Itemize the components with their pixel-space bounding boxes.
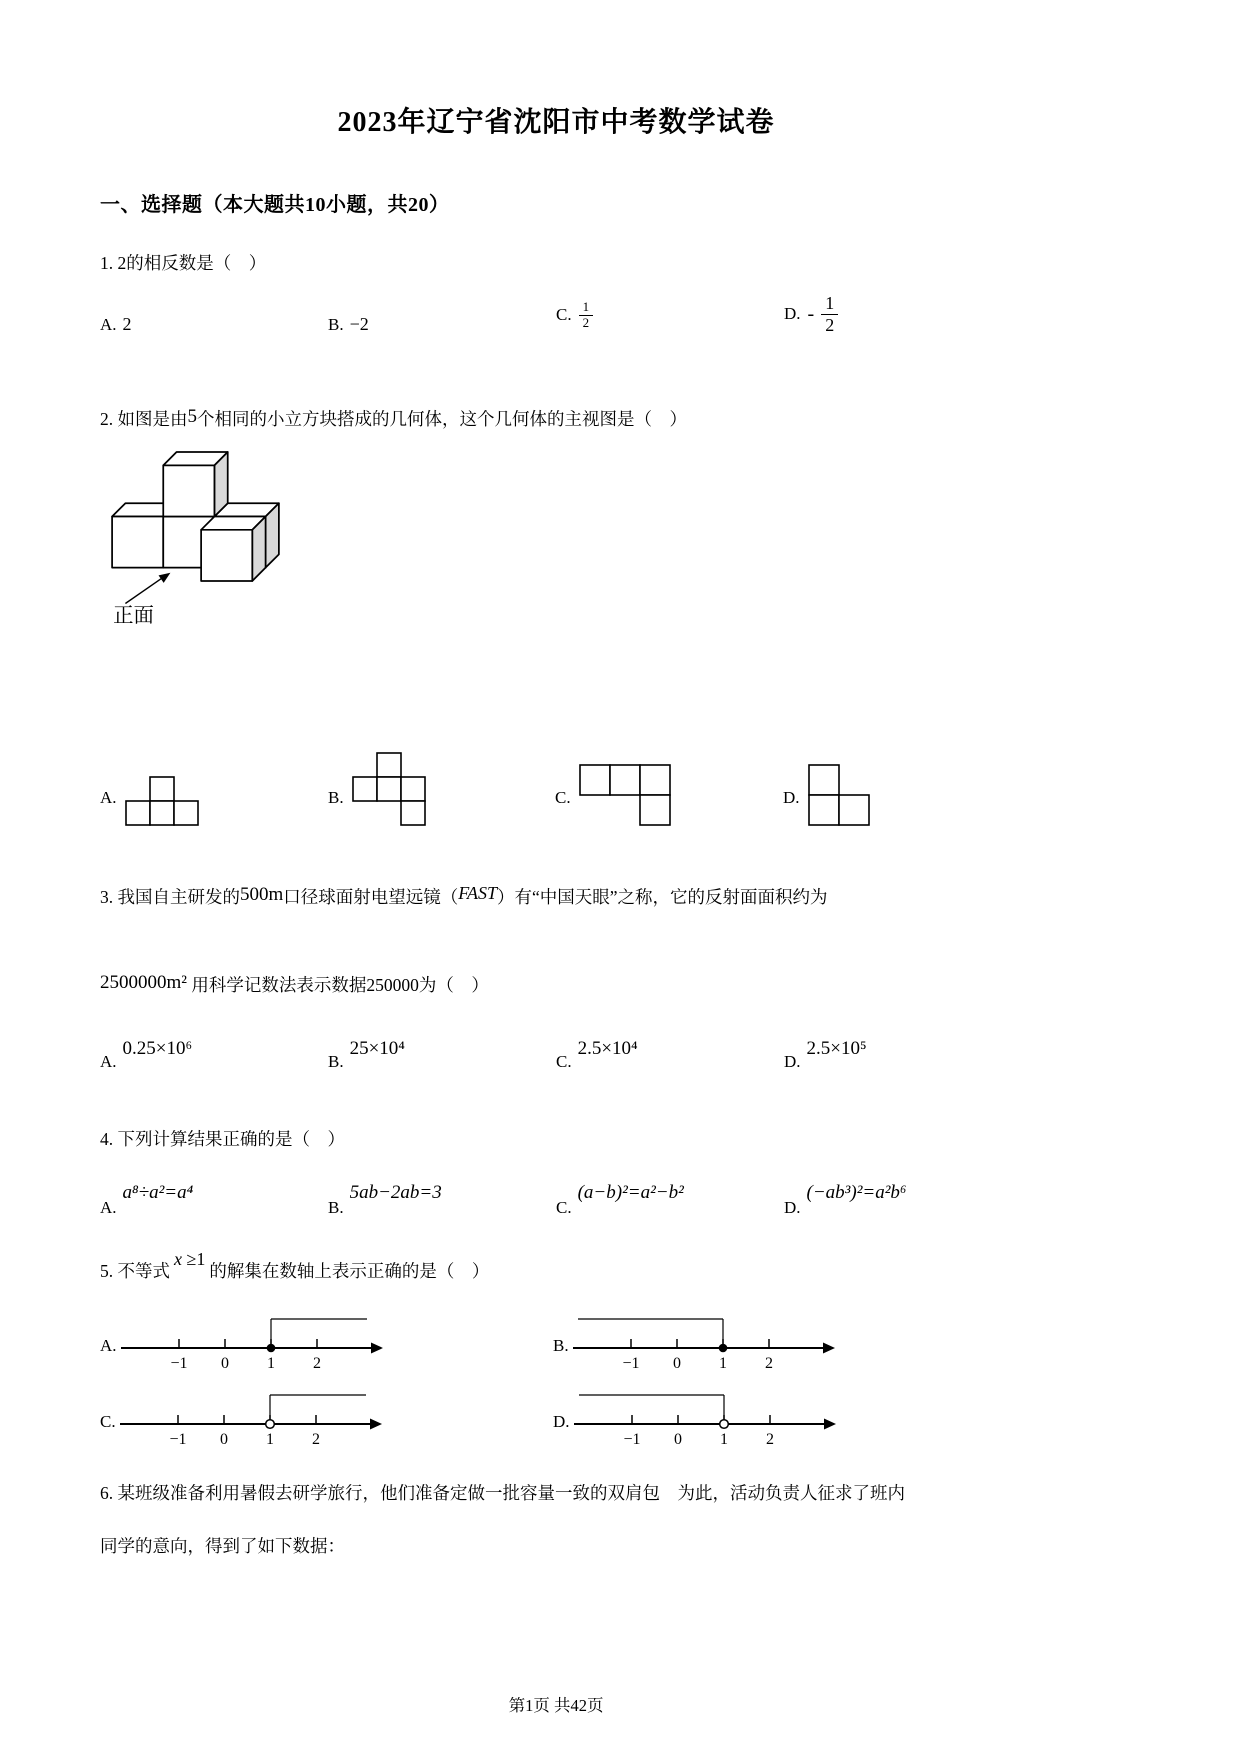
section-header: 一、选择题（本大题共10小题，共20） [100, 194, 450, 216]
q1-stem: 1. 2的相反数是（ ） [100, 253, 267, 273]
q3-stem-b: 口径球面射电望远镜（ [283, 887, 459, 907]
q6-stem-line2: 同学的意向，得到了如下数据： [100, 1536, 345, 1556]
front-arrow-line [125, 578, 162, 604]
q5-stem-b: 的解集在数轴上表示正确的是（ ） [209, 1261, 490, 1281]
option-value: (−ab³)²=a²b⁶ [806, 1182, 907, 1203]
option-label: A. [100, 1198, 117, 1217]
q3-option-b [328, 1038, 405, 1072]
option-value: a⁸÷a²=a⁴ [122, 1182, 194, 1203]
cube-front-face [112, 517, 163, 568]
q1-option-b [328, 314, 369, 335]
option-value: 2.5×10⁵ [806, 1038, 867, 1059]
option-value: 5ab−2ab=3 [349, 1182, 442, 1203]
svg-text:1: 1 [265, 1431, 274, 1448]
q2-option-a [100, 775, 200, 832]
cube-front-face [201, 530, 252, 581]
page-title: 2023年辽宁省沈阳市中考数学试卷 [337, 107, 775, 138]
q5-option-b [553, 1310, 835, 1379]
svg-text:2: 2 [311, 1431, 320, 1448]
q3-option-a [100, 1038, 192, 1072]
svg-text:−1: −1 [623, 1431, 641, 1448]
option-label: C. [556, 1198, 572, 1217]
grid-figure [578, 763, 672, 832]
option-label: D. [553, 1412, 570, 1431]
q4-option-a [100, 1182, 193, 1218]
q2-stem-prefix: 2. 如图是由 [100, 409, 188, 429]
q2-option-c [555, 763, 672, 832]
cube-front-face [163, 465, 214, 516]
option-value: −2 [349, 314, 369, 334]
svg-text:0: 0 [672, 1355, 681, 1372]
q4-option-d [784, 1182, 907, 1218]
variable-x: x [174, 1249, 182, 1269]
q5-option-a [100, 1310, 383, 1379]
svg-text:−1: −1 [170, 1355, 188, 1372]
option-label: B. [328, 315, 344, 334]
option-label: B. [328, 1052, 344, 1071]
q3-stem-d: 用科学记数法表示数据250000为（ ） [191, 975, 489, 995]
q3-option-d [784, 1038, 867, 1072]
q2-stem-suffix: 个相同的小立方块搭成的几何体，这个几何体的主视图是（ ） [197, 409, 687, 429]
option-label: B. [553, 1336, 569, 1355]
svg-text:−1: −1 [622, 1355, 640, 1372]
q1-option-d [784, 286, 838, 342]
option-label: C. [100, 1412, 116, 1431]
option-value: 25×10⁴ [349, 1038, 405, 1059]
q1-option-c [556, 300, 593, 330]
cube-figure [98, 450, 294, 626]
q3-stem-line2 [100, 972, 489, 997]
inequality-rest: ≥1 [182, 1249, 206, 1269]
page-footer: 第1页 共42页 [508, 1696, 604, 1715]
option-label: C. [556, 1052, 572, 1071]
fraction-denominator: 2 [825, 314, 835, 335]
fraction [821, 293, 838, 334]
q3-stem-line1 [100, 884, 828, 909]
q3-500m: 500m [240, 884, 284, 905]
svg-text:1: 1 [266, 1355, 275, 1372]
fraction-numerator: 1 [821, 293, 838, 314]
fraction [579, 300, 594, 330]
q3-stem-a: 3. 我国自主研发的 [100, 887, 240, 907]
q5-option-d [553, 1386, 836, 1455]
svg-text:0: 0 [219, 1431, 228, 1448]
q5-stem [100, 1249, 490, 1283]
option-value: 0.25×10⁶ [122, 1038, 193, 1059]
option-label: D. [783, 788, 800, 807]
fraction-denominator: 2 [582, 314, 590, 330]
q3-option-c [556, 1038, 638, 1072]
option-label: D. [784, 1052, 801, 1071]
svg-text:0: 0 [673, 1431, 682, 1448]
svg-text:−1: −1 [169, 1431, 187, 1448]
q4-stem: 4. 下列计算结果正确的是（ ） [100, 1129, 345, 1149]
svg-text:2: 2 [765, 1431, 774, 1448]
option-value: 2.5×10⁴ [577, 1038, 638, 1059]
svg-text:1: 1 [718, 1355, 727, 1372]
svg-text:1: 1 [719, 1431, 728, 1448]
svg-text:2: 2 [764, 1355, 773, 1372]
option-label: A. [100, 1336, 117, 1355]
q3-area: 2500000m² [100, 972, 187, 993]
q1-option-a [100, 314, 132, 335]
q5-stem-a: 5. 不等式 [100, 1261, 170, 1281]
q2-count: 5 [187, 406, 197, 427]
q5-option-c [100, 1386, 382, 1455]
q2-stem [100, 406, 687, 431]
option-label: D. [784, 1198, 801, 1217]
number-line [574, 1386, 836, 1455]
fraction-numerator: 1 [579, 300, 594, 316]
q5-inequality [170, 1249, 209, 1270]
grid-figure [807, 763, 871, 832]
q3-stem-c: ）有“中国天眼”之称，它的反射面面积约为 [496, 887, 828, 907]
svg-text:2: 2 [312, 1355, 321, 1372]
grid-figure [351, 751, 427, 832]
grid-figure [124, 775, 200, 832]
option-label: C. [555, 788, 571, 807]
option-label: A. [100, 315, 117, 334]
q2-option-d [783, 763, 871, 832]
option-label: B. [328, 788, 344, 807]
option-label: A. [100, 1052, 117, 1071]
option-value: (a−b)²=a²−b² [577, 1182, 684, 1203]
q3-fast: FAST [458, 883, 497, 903]
minus-sign: - [807, 302, 815, 325]
q6-stem-line1: 6. 某班级准备利用暑假去研学旅行，他们准备定做一批容量一致的双肩包 为此，活动负责人征求了班内 [100, 1483, 905, 1503]
number-line [573, 1310, 835, 1379]
q4-option-b [328, 1182, 442, 1218]
option-value: 2 [122, 314, 132, 334]
number-line [120, 1386, 382, 1455]
q4-option-c [556, 1182, 684, 1218]
option-label: C. [556, 305, 572, 325]
q2-option-b [328, 751, 427, 832]
option-label: A. [100, 788, 117, 807]
number-line [121, 1310, 383, 1379]
svg-text:0: 0 [220, 1355, 229, 1372]
front-label: 正面 [113, 604, 155, 626]
option-label: D. [784, 304, 801, 323]
option-label: B. [328, 1198, 344, 1217]
front-arrow-head [159, 573, 171, 583]
